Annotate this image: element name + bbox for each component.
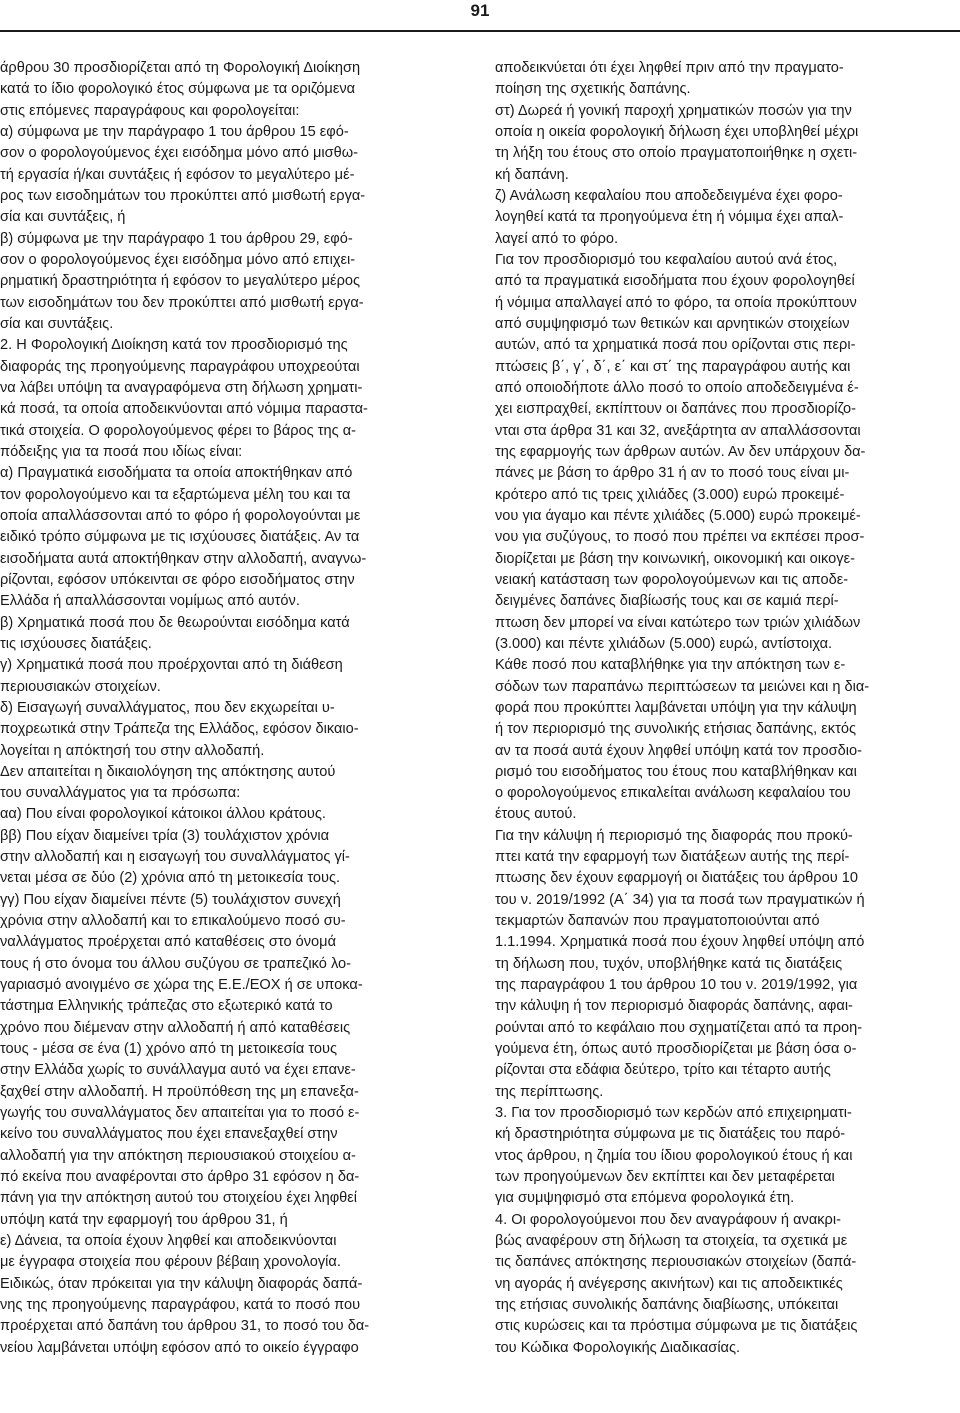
text-line: δειγμένες δαπάνες διαβίωσής τους και σε καμιά περί- [495, 593, 839, 610]
text-line: από τα πραγματικά εισοδήματα που έχουν φορολογηθεί [495, 273, 855, 290]
text-line: ρος των εισοδημάτων του προκύπτει από μισθωτή εργα- [0, 187, 366, 204]
text-line: σόδων των παραπάνω περιπτώσεων τα μειώνει και η δια- [495, 678, 870, 695]
text-line: ή τον περιορισμό της συνολικής ετήσιας δαπάνης, εκτός [495, 721, 856, 738]
text-line: διαφοράς της προηγούμενης παραγράφου υποχρεούται [0, 358, 360, 375]
text-line: ναλλάγματος προέρχεται από καταθέσεις στο όνομά [0, 934, 337, 951]
text-line: Ειδικώς, όταν πρόκειται για την κάλυψη διαφοράς δαπά- [0, 1275, 363, 1292]
text-line: στ) Δωρεά ή γονική παροχή χρηματικών ποσών για την [495, 102, 852, 119]
text-line: νεται μέσα σε δύο (2) χρόνια από τη μετοικεσία τους. [0, 870, 341, 887]
text-line: νται στα άρθρα 31 και 32, ανεξάρτητα αν απαλλάσσονται [495, 422, 861, 439]
text-line: της περίπτωσης. [495, 1083, 604, 1100]
text-line: αυτών, από τα χρηματικά ποσά που ορίζονται στις περι- [495, 337, 856, 354]
text-line: γαριασμό ανοιγμένο σε χώρα της Ε.Ε./ΕΟΧ ή σε υποκα- [0, 977, 363, 994]
text-line: πτωση δεν μπορεί να είναι κατώτερο των τριών χιλιάδων [495, 614, 861, 631]
text-line: στην Ελλάδα χωρίς το συνάλλαγμα αυτό να έχει επανε- [0, 1062, 356, 1079]
text-line: τη δήλωση που, τυχόν, υποβλήθηκε κατά τις διατάξεις [495, 955, 843, 972]
text-line: κρότερο από τις τρεις χιλιάδες (3.000) ευρώ προκειμέ- [495, 486, 845, 503]
text-line: τη λήξη του έτους στο οποίο πραγματοποιήθηκε η σχετι- [495, 145, 858, 162]
text-line: των εισοδημάτων του δεν προκύπτει από μισθωτή εργα- [0, 294, 364, 311]
text-line: λαγεί από το φόρο. [495, 230, 619, 247]
text-line: σία και συντάξεις. [0, 315, 114, 332]
text-line: αλλοδαπή για την απόκτηση περιουσιακού στοιχείου α- [0, 1147, 356, 1164]
text-line: σον ο φορολογούμενος έχει εισόδημα μόνο από μισθω- [0, 145, 359, 162]
text-line: του συναλλάγματος για τα πρόσωπα: [0, 785, 241, 802]
text-line: ποίηση της σχετικής δαπάνης. [495, 81, 691, 98]
text-line: 4. Οι φορολογούμενοι που δεν αναγράφουν ή ανακρι- [495, 1211, 841, 1228]
text-line: ο φορολογούμενος επικαλείται ανάλωση κεφαλαίου του [495, 785, 851, 802]
text-line: έτους αυτού. [495, 806, 577, 823]
text-line: ε) Δάνεια, τα οποία έχουν ληφθεί και αποδεικνύονται [0, 1233, 337, 1250]
text-line: να λάβει υπόψη τα αναγραφόμενα στη δήλωση χρηματι- [0, 379, 363, 396]
text-line: της παραγράφου 1 του άρθρου 10 του ν. 2019/1992, για [495, 977, 858, 994]
text-line: νου για συζύγους, το ποσό που πρέπει να εκπέσει προσ- [495, 529, 865, 546]
text-line: τικά στοιχεία. Ο φορολογούμενος φέρει το βάρος της α- [0, 422, 357, 439]
text-line: πτει κατά την εφαρμογή των διατάξεων αυτής της περί- [495, 849, 850, 866]
text-line: νης της προηγούμενης παραγράφου, κατά το ποσό που [0, 1297, 361, 1314]
text-line: κή δραστηριότητα σύμφωνα με τις διατάξεις του παρό- [495, 1126, 846, 1143]
text-line: ή νόμιμα απαλλαγεί από το φόρο, τα οποία προκύπτουν [495, 294, 857, 311]
text-line: ββ) Που είχαν διαμείνει τρία (3) τουλάχιστον χρόνια [0, 827, 330, 844]
text-line: νου για άγαμο και πέντε χιλιάδες (5.000) ευρώ προκειμέ- [495, 507, 861, 524]
text-line: ρηματική δραστηριότητα ή εφόσον το μεγαλύτερο μέρος [0, 273, 361, 290]
text-line: οποία απαλλάσσονται από το φόρο ή φορολογούνται με [0, 507, 361, 524]
text-line: ντος άρθρου, η ζημία του ίδιου φορολογικού έτους ή και [495, 1147, 853, 1164]
text-line: πόδειξης για τα ποσά που ιδίως είναι: [0, 443, 243, 460]
text-line: τις δαπάνες απόκτησης περιουσιακών στοιχείων (δαπά- [495, 1254, 857, 1271]
text-line: κή δαπάνη. [495, 166, 569, 183]
text-line: δ) Εισαγωγή συναλλάγματος, που δεν εκχωρείται υ- [0, 699, 335, 716]
text-line: οποία η οικεία φορολογική δήλωση έχει υποβληθεί μέχρι [495, 123, 859, 140]
text-line: 2. Η Φορολογική Διοίκηση κατά τον προσδιορισμό της [0, 337, 348, 354]
text-line: α) Πραγματικά εισοδήματα τα οποία αποκτήθηκαν από [0, 465, 353, 482]
text-line: πάνες με βάση το άρθρο 31 ή αν το ποσό τους είναι μι- [495, 465, 850, 482]
text-line: ρισμό του εισοδήματος του έτους που καταβλήθηκαν και [495, 763, 857, 780]
right-column [495, 58, 947, 1359]
text-line: 1.1.1994. Χρηματικά ποσά που έχουν ληφθεί υπόψη από [495, 934, 865, 951]
text-line: προέρχεται από δαπάνη του άρθρου 31, το ποσό του δα- [0, 1318, 370, 1335]
text-line: ξαχθεί στην αλλοδαπή. Η προϋπόθεση της μη επανεξα- [0, 1083, 359, 1100]
text-line: ποχρεωτικά στην Τράπεζα της Ελλάδος, εφόσον δικαιο- [0, 721, 359, 738]
text-line: τον φορολογούμενο και τα εξαρτώμενα μέλη του και τα [0, 486, 351, 503]
text-line: εισοδήματα αυτά αποκτήθηκαν στην αλλοδαπή, αναγνω- [0, 550, 367, 567]
text-line: του ν. 2019/1992 (Α΄ 34) για τα ποσά των πραγματικών ή [495, 891, 865, 908]
text-line: Κάθε ποσό που καταβλήθηκε για την απόκτηση των ε- [495, 657, 846, 674]
text-line: στην αλλοδαπή και η εισαγωγή του συναλλάγματος γί- [0, 849, 350, 866]
text-line: β) σύμφωνα με την παράγραφο 1 του άρθρου 29, εφό- [0, 230, 353, 247]
text-line: βώς αναφέρουν στη δήλωση τα στοιχεία, τα σχετικά με [495, 1233, 848, 1250]
text-line: από οποιοδήποτε άλλο ποσό το οποίο αποδεδειγμένα έ- [495, 379, 859, 396]
text-line: χει εισπραχθεί, εκπίπτουν οι δαπάνες που προσδιορίζο- [495, 401, 856, 418]
text-line: Για την κάλυψη ή περιορισμό της διαφοράς που προκύ- [495, 827, 853, 844]
text-line: αποδεικνύεται ότι έχει ληφθεί πριν από την πραγματο- [495, 60, 844, 76]
text-line: (3.000) και πέντε χιλιάδων (5.000) ευρώ, αντίστοιχα. [495, 635, 833, 652]
text-line: λογείται η απόκτησή του στην αλλοδαπή. [0, 742, 265, 759]
text-line: της εφαρμογής των άρθρων αυτών. Αν δεν υπάρχουν δα- [495, 443, 866, 460]
text-line: γούμενα έτη, όπως αυτό προσδιορίζεται με βάση όσα ο- [495, 1041, 857, 1058]
text-line: της ετήσιας συνολικής δαπάνης διαβίωσης, υπόκειται [495, 1297, 839, 1314]
text-line: χρόνο που διέμεναν στην αλλοδαπή ή από καταθέσεις [0, 1019, 351, 1036]
left-column [0, 58, 452, 1359]
text-line: κά ποσά, τα οποία αποδεικνύονται από νόμιμα παραστα- [0, 401, 368, 418]
text-line: διορίζεται με βάση την κοινωνική, οικονομική και οικογε- [495, 550, 855, 567]
text-line: ζ) Ανάλωση κεφαλαίου που αποδεδειγμένα έχει φορο- [495, 187, 843, 204]
text-line: τάστημα Ελληνικής τράπεζας στο εξωτερικό κατά το [0, 998, 333, 1015]
text-line: φορά που προκύπτει λαμβάνεται υπόψη για την κάλυψη [495, 699, 857, 716]
text-line: των προηγούμενων δεν εκπίπτει και δεν μεταφέρεται [495, 1169, 835, 1186]
text-line: τους ή στο όνομα του άλλου συζύγου σε τραπεζικό λο- [0, 955, 352, 972]
text-line: 3. Για τον προσδιορισμό των κερδών από επιχειρηματι- [495, 1105, 852, 1122]
text-line: ρίζονται στα εδάφια δεύτερο, τρίτο και τέταρτο αυτής [495, 1062, 831, 1079]
text-line: για συμψηφισμό στα επόμενα φορολογικά έτη. [495, 1190, 795, 1207]
text-line: νείου λαμβάνεται υπόψη εφόσον από το οικείο έγγραφο [0, 1339, 359, 1356]
text-line: από συμψηφισμό των θετικών και αρνητικών στοιχείων [495, 315, 850, 332]
text-line: Για τον προσδιορισμό του κεφαλαίου αυτού ανά έτος, [495, 251, 838, 268]
text-line: λογηθεί κατά τα προηγούμενα έτη ή νόμιμα έχει απαλ- [495, 209, 844, 226]
text-line: σία και συντάξεις, ή [0, 209, 126, 226]
text-line: περιουσιακών στοιχείων. [0, 678, 161, 695]
text-line: β) Χρηματικά ποσά που δε θεωρούνται εισόδημα κατά [0, 614, 350, 631]
text-line: ειδικό τρόπο σύμφωνα με τις ισχύουσες διατάξεις. Αν τα [0, 529, 360, 546]
text-line: χρόνια στην αλλοδαπή και το επικαλούμενο ποσό συ- [0, 913, 346, 930]
text-line: σον ο φορολογούμενος έχει εισόδημα μόνο από επιχει- [0, 251, 356, 268]
text-line: κατά το ίδιο φορολογικό έτος σύμφωνα με τα οριζόμενα [0, 81, 356, 98]
text-line: του Κώδικα Φορολογικής Διαδικασίας. [495, 1339, 741, 1356]
text-line: τους - μέσα σε ένα (1) χρόνο από τη μετοικεσία τους [0, 1041, 338, 1058]
text-line: άρθρου 30 προσδιορίζεται από τη Φορολογική Διοίκηση [0, 60, 361, 76]
text-line: γ) Χρηματικά ποσά που προέρχονται από τη διάθεση [0, 657, 343, 674]
text-line: αν τα ποσά αυτά έχουν ληφθεί υπόψη κατά τον προσδιο- [495, 742, 863, 759]
text-line: υπόψη κατά την εφαρμογή του άρθρου 31, ή [0, 1211, 288, 1228]
text-line: πτώσεις β΄, γ΄, δ΄, ε΄ και στ΄ της παραγράφου αυτής και [495, 358, 851, 375]
header-rule [0, 30, 960, 32]
text-line: τεκμαρτών δαπανών που πραγματοποιούνται από [495, 913, 820, 930]
text-line: την κάλυψη ή τον περιορισμό διαφοράς δαπάνης, αφαι- [495, 998, 853, 1015]
page-number: 91 [470, 1, 490, 20]
text-line: πάνη για την απόκτηση αυτού του στοιχείου έχει ληφθεί [0, 1190, 358, 1207]
text-line: γγ) Που είχαν διαμείνει πέντε (5) τουλάχιστον συνεχή [0, 891, 341, 908]
text-line: ρίζονται, εφόσον υπόκεινται σε φόρο εισοδήματος στην [0, 571, 355, 588]
text-line: ρούνται από το κεφάλαιο που σχηματίζεται από τα προη- [495, 1019, 863, 1036]
text-line: νειακή κατάσταση των φορολογούμενων και τις αποδε- [495, 571, 849, 588]
text-line: τις ισχύουσες διατάξεις. [0, 635, 152, 652]
text-line: τή εργασία ή/και συντάξεις ή εφόσον το μεγαλύτερο μέ- [0, 166, 355, 183]
text-line: πό εκείνα που αναφέρονται στο άρθρο 31 εφόσον η δα- [0, 1169, 360, 1186]
text-line: κείνο του συναλλάγματος που έχει επανεξαχθεί στην [0, 1126, 338, 1143]
text-line: πτωσης δεν έχουν εφαρμογή οι διατάξεις του άρθρου 10 [495, 870, 858, 887]
text-line: αα) Που είναι φορολογικοί κάτοικοι άλλου κράτους. [0, 806, 326, 823]
text-line: Ελλάδα ή απαλλάσσονται νομίμως από αυτόν. [0, 593, 300, 610]
text-line: α) σύμφωνα με την παράγραφο 1 του άρθρου 15 εφό- [0, 123, 349, 140]
text-line: Δεν απαιτείται η δικαιολόγηση της απόκτησης αυτού [0, 763, 336, 780]
text-line: με έγγραφα στοιχεία που φέρουν βέβαιη χρονολογία. [0, 1254, 341, 1271]
text-line: νη αγοράς ή ανέγερσης ακινήτων) και τις αποδεικτικές [495, 1275, 843, 1292]
text-line: γωγής του συναλλάγματος δεν απαιτείται για το ποσό ε- [0, 1105, 360, 1122]
text-line: στις κυρώσεις και τα πρόστιμα σύμφωνα με τις διατάξεις [495, 1318, 858, 1335]
text-line: στις επόμενες παραγράφους και φορολογείται: [0, 102, 300, 119]
